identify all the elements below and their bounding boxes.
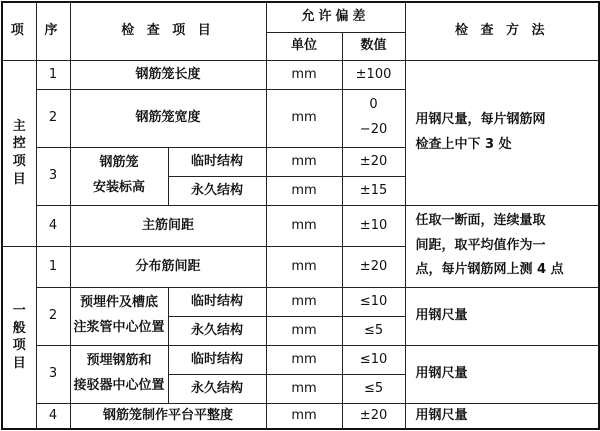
row-value: ±20 — [342, 246, 405, 287]
row-item: 主筋间距 — [70, 205, 266, 246]
row-seq: 1 — [36, 60, 70, 89]
row-item: 分布筋间距 — [70, 246, 266, 287]
row-item: 钢筋笼 安装标高 — [70, 147, 168, 205]
header-unit: 单位 — [266, 32, 342, 60]
method-cell-1 — [405, 60, 599, 205]
row-seq: 4 — [36, 403, 70, 429]
row-value: ±100 — [342, 60, 405, 89]
method-cell-2 — [405, 205, 599, 287]
row-value: ±10 — [342, 205, 405, 246]
row-seq: 1 — [36, 246, 70, 287]
row-unit: mm — [266, 403, 342, 429]
method-cell-3: 用钢尺量 — [405, 287, 599, 345]
row-value: 0 −20 — [342, 89, 405, 147]
header-method: 检 查 方 法 — [405, 2, 599, 60]
row-value: ±20 — [342, 147, 405, 176]
row-subitem: 临时结构 — [168, 345, 266, 374]
header-item: 检 查 项 目 — [70, 2, 266, 60]
header-tolerance: 允许偏差 — [266, 2, 405, 32]
row-item: 预埋钢筋和 接驳器中心位置 — [70, 345, 168, 403]
row-seq: 3 — [36, 345, 70, 403]
group-main-label: 主 控 项 目 — [2, 60, 36, 246]
row-value: ±15 — [342, 176, 405, 205]
method-cell-5: 用钢尺量 — [405, 403, 599, 429]
inspection-table — [1, 1, 600, 430]
row-seq: 4 — [36, 205, 70, 246]
row-unit: mm — [266, 176, 342, 205]
method-line: 任取一断面，连续量取 — [415, 212, 546, 228]
row-value: ±20 — [342, 403, 405, 429]
row-unit: mm — [266, 89, 342, 147]
row-value: ≤10 — [342, 345, 405, 374]
method-line: 用钢尺量，每片钢筋网 — [415, 111, 546, 127]
row-unit: mm — [266, 147, 342, 176]
row-unit: mm — [266, 246, 342, 287]
row-unit: mm — [266, 345, 342, 374]
row-unit: mm — [266, 60, 342, 89]
row-subitem: 永久结构 — [168, 374, 266, 403]
row-value: ≤5 — [342, 316, 405, 345]
row-subitem: 永久结构 — [168, 176, 266, 205]
row-subitem: 永久结构 — [168, 316, 266, 345]
row-subitem: 临时结构 — [168, 287, 266, 316]
method-cell-4: 用钢尺量 — [405, 345, 599, 403]
row-unit: mm — [266, 287, 342, 316]
row-unit: mm — [266, 374, 342, 403]
method-line: 间距，取平均值作为一 — [415, 237, 546, 253]
method-line: 检查上中下 3 处 — [415, 136, 512, 152]
row-item: 钢筋笼宽度 — [70, 89, 266, 147]
row-seq: 3 — [36, 147, 70, 205]
row-unit: mm — [266, 205, 342, 246]
row-seq: 2 — [36, 287, 70, 345]
header-seq: 序 — [36, 2, 70, 60]
row-item: 钢筋笼制作平台平整度 — [70, 403, 266, 429]
group-general-label: 一 般 项 目 — [2, 246, 36, 429]
method-line: 点，每片钢筋网上测 4 点 — [415, 262, 564, 278]
row-seq: 2 — [36, 89, 70, 147]
header-value: 数值 — [342, 32, 405, 60]
row-item: 预埋件及槽底 注浆管中心位置 — [70, 287, 168, 345]
row-unit: mm — [266, 316, 342, 345]
row-item: 钢筋笼长度 — [70, 60, 266, 89]
row-value: ≤5 — [342, 374, 405, 403]
row-value: ≤10 — [342, 287, 405, 316]
header-category: 项 — [2, 2, 36, 60]
row-subitem: 临时结构 — [168, 147, 266, 176]
